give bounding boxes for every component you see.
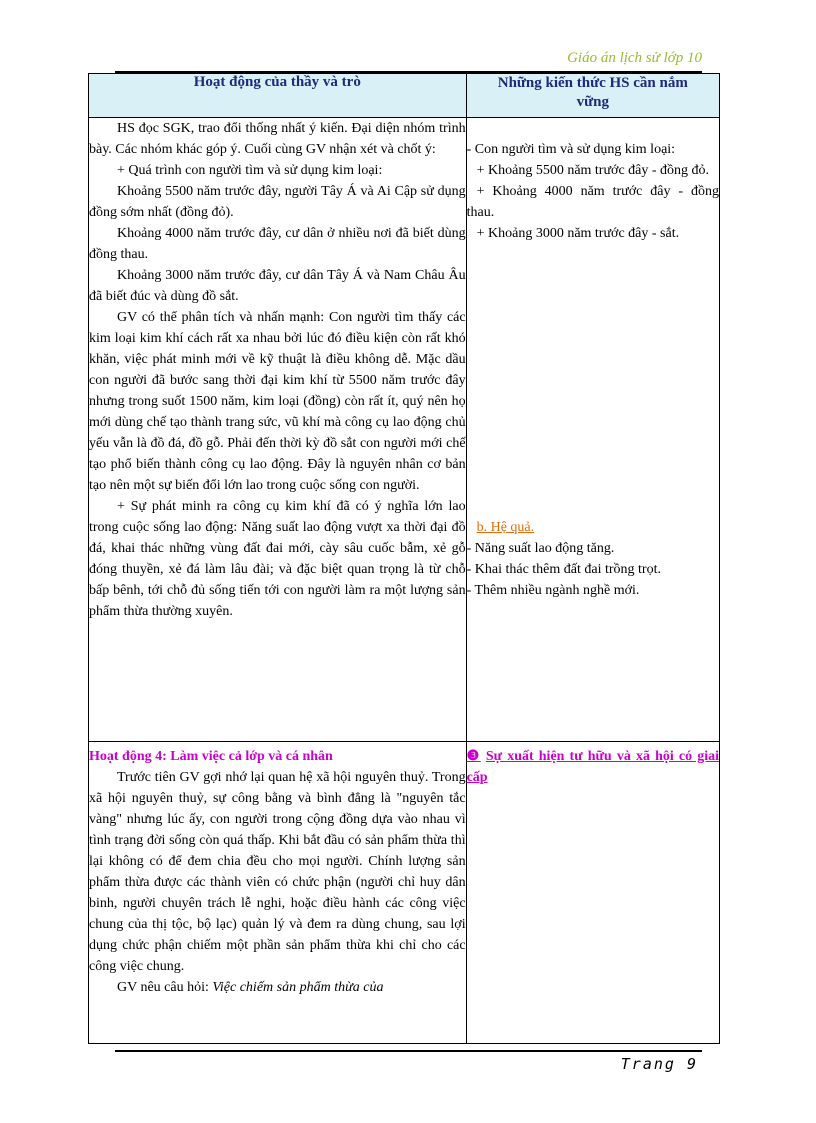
paragraph: + Quá trình con người tìm và sử dụng kim loại: — [117, 163, 383, 178]
paragraph: GV có thể phân tích và nhấn mạnh: Con người tìm thấy các kim loại kim khí cách rất xa nhau bởi lúc đó điều kiện còn rất khó khăn, việc phát minh mới về kỹ thuật là điều không dễ. Mặc dầu con người đã bước sang thời đại kim khí từ 5500 năm trước đây nhưng trong suốt 1500 năm, kim loại (đồng) còn rất ít, quý nên họ mới dùng chế tạo thành trang sức, vũ khí mà công cụ lao động chủ yếu vẫn là đồ đá, đồ gỗ. Phải đến thời kỳ đồ sắt con người mới chế tạo phổ biến thành công cụ lao động. Đây là nguyên nhân cơ bản tạo nên một sự biến đổi lớn lao trong cuộc sống con người. — [89, 310, 466, 493]
question-prefix: GV nêu câu hỏi: — [117, 980, 213, 995]
knowledge-item: - Con người tìm và sử dụng kim loại: — [466, 142, 676, 157]
section-heading-text: Sự xuất hiện tư hữu và xã hội có giai cấp — [466, 749, 719, 785]
numbered-bullet-icon: ❸ — [466, 749, 481, 764]
knowledge-item: - Khai thác thêm đất đai trồng trọt. — [466, 562, 661, 577]
knowledge-item: + Khoảng 5500 năm trước đây - đồng đỏ. — [476, 163, 710, 178]
section-heading — [467, 746, 719, 788]
knowledge-item: + Khoảng 4000 năm trước đây - đồng thau. — [466, 184, 719, 220]
paragraph: + Sự phát minh ra công cụ kim khí đã có ý nghĩa lớn lao trong cuộc sống lao động: Năng suất lao động vượt xa thời đại đồ đá, khai thác những vùng đất đai mới, cày sâu cuốc bẫm, xẻ gỗ đóng thuyền, xẻ đá làm lâu đài; và đặc biệt quan trọng là từ chỗ bấp bênh, tới chỗ đủ sống tiến tới con người làm ra một lượng sản phẩm thừa thường xuyên. — [89, 499, 466, 619]
paragraph: Khoảng 3000 năm trước đây, cư dân Tây Á và Nam Châu Âu đã biết đúc và dùng đồ sắt. — [89, 268, 466, 304]
footer-divider — [115, 1050, 702, 1052]
consequence-heading-text: b. Hệ quả. — [476, 520, 535, 535]
document-header-title: Giáo án lịch sử lớp 10 — [567, 50, 702, 66]
consequence-heading — [467, 517, 719, 538]
activity-cell — [89, 742, 467, 1044]
paragraph: Khoảng 4000 năm trước đây, cư dân ở nhiều nơi đã biết dùng đồng thau. — [89, 226, 466, 262]
column-header-knowledge-line2: vững — [576, 94, 609, 110]
knowledge-item: + Khoảng 3000 năm trước đây - sắt. — [476, 226, 680, 241]
activity-title: Hoạt động 4: Làm việc cả lớp và cá nhân — [89, 749, 333, 764]
table-row — [89, 742, 720, 1044]
knowledge-item: - Thêm nhiều ngành nghề mới. — [466, 583, 640, 598]
lesson-table — [88, 73, 720, 1044]
page-number: Trang 9 — [620, 1055, 698, 1073]
paragraph: Trước tiên GV gợi nhớ lại quan hệ xã hội nguyên thuỷ. Trong xã hội nguyên thuỷ, sự công bằng và bình đẳng là "nguyên tắc vàng" nhưng lúc ấy, con người trong cộng đồng dựa vào nhau vì tình trạng đời sống còn quá thấp. Khi bắt đầu có sản phẩm thừa thì lại không có để đem chia đều cho mọi người. Chính lượng sản phẩm thừa được các thành viên có chức phận (người chỉ huy dân binh, người chuyên trách lễ nghi, hoặc điều hành các công việc chung của thị tộc, bộ lạc) quản lý và đem ra dùng chung, sau lợi dụng chức phận chiếm một phần sản phẩm thừa khi chỉ cho các công việc chung. — [89, 770, 466, 974]
paragraph: Khoảng 5500 năm trước đây, người Tây Á và Ai Cập sử dụng đồng sớm nhất (đồng đỏ). — [89, 184, 466, 220]
paragraph — [89, 977, 466, 998]
question-text: Việc chiếm sản phẩm thừa của — [212, 980, 384, 995]
knowledge-cell — [466, 118, 719, 742]
activity-cell — [89, 118, 467, 742]
knowledge-cell — [466, 742, 719, 1044]
column-header-knowledge-line1: Những kiến thức HS cần nắm — [497, 75, 688, 91]
table-row — [89, 118, 720, 742]
table-header-row — [89, 74, 720, 118]
knowledge-item: - Năng suất lao động tăng. — [466, 541, 615, 556]
column-header-knowledge — [466, 74, 719, 118]
column-header-activities: Hoạt động của thầy và trò — [89, 74, 467, 118]
paragraph: HS đọc SGK, trao đổi thống nhất ý kiến. Đại diện nhóm trình bày. Các nhóm khác góp ý. Cuối cùng GV nhận xét và chốt ý: — [89, 121, 466, 157]
